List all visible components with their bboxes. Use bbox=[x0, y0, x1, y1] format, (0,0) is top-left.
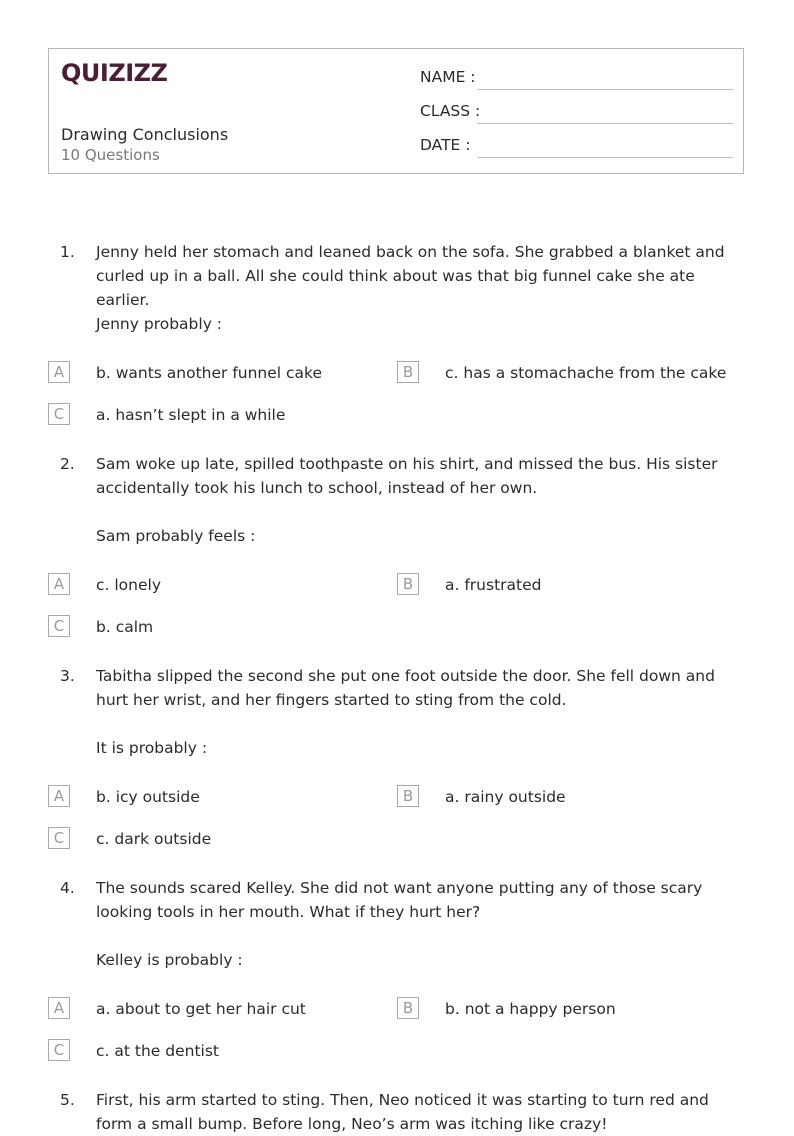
question-prompt: Kelley is probably : bbox=[96, 951, 243, 969]
date-label: DATE : bbox=[420, 136, 471, 154]
option-text: a. about to get her hair cut bbox=[96, 1000, 306, 1018]
question-text: The sounds scared Kelley. She did not want anyone putting any of those scary looking tools in her mouth. What if they hurt her? bbox=[96, 879, 703, 921]
option-letter-box: C bbox=[48, 827, 70, 849]
option-text: a. frustrated bbox=[445, 576, 542, 594]
name-line[interactable] bbox=[477, 89, 733, 90]
question-prompt: Sam probably feels : bbox=[96, 527, 256, 545]
class-line[interactable] bbox=[477, 123, 733, 124]
question-text: Jenny held her stomach and leaned back on the sofa. She grabbed a blanket and curled up in a ball. All she could think about was that big funnel cake she ate earlier. bbox=[96, 243, 725, 309]
option-letter-box: B bbox=[397, 573, 419, 595]
option-text: c. at the dentist bbox=[96, 1042, 219, 1060]
option-text: c. dark outside bbox=[96, 830, 212, 848]
question-prompt: Jenny probably : bbox=[96, 315, 223, 333]
question-number: 5. bbox=[60, 1091, 75, 1109]
question-count: 10 Questions bbox=[61, 146, 160, 164]
option-text: a. hasn’t slept in a while bbox=[96, 406, 286, 424]
option-text: b. wants another funnel cake bbox=[96, 364, 322, 382]
question-text: First, his arm started to sting. Then, Neo noticed it was starting to turn red and form a small bump. Before long, Neo’s arm was itching like crazy! bbox=[96, 1091, 709, 1133]
question-prompt: It is probably : bbox=[96, 739, 208, 757]
worksheet-header bbox=[48, 48, 744, 174]
option-letter-box: A bbox=[48, 997, 70, 1019]
option-letter-box: B bbox=[397, 361, 419, 383]
date-line[interactable] bbox=[477, 157, 733, 158]
option-letter-box: A bbox=[48, 573, 70, 595]
class-label: CLASS : bbox=[420, 102, 481, 120]
question-number: 4. bbox=[60, 879, 75, 897]
name-label: NAME : bbox=[420, 68, 476, 86]
option-letter-box: B bbox=[397, 785, 419, 807]
option-text: a. rainy outside bbox=[445, 788, 566, 806]
option-text: c. lonely bbox=[96, 576, 162, 594]
name-field[interactable] bbox=[420, 68, 733, 90]
question-number: 3. bbox=[60, 667, 75, 685]
question-text: Sam woke up late, spilled toothpaste on his shirt, and missed the bus. His sister accidentally took his lunch to school, instead of her own. bbox=[96, 455, 718, 497]
option-text: b. icy outside bbox=[96, 788, 200, 806]
class-field[interactable] bbox=[420, 102, 733, 124]
option-letter-box: B bbox=[397, 997, 419, 1019]
option-letter-box: A bbox=[48, 785, 70, 807]
question-number: 2. bbox=[60, 455, 75, 473]
option-letter-box: C bbox=[48, 615, 70, 637]
quizizz-logo: QUIZIZZ bbox=[61, 59, 168, 87]
option-letter-box: C bbox=[48, 403, 70, 425]
option-letter-box: C bbox=[48, 1039, 70, 1061]
question-text: Tabitha slipped the second she put one foot outside the door. She fell down and hurt her wrist, and her fingers started to sting from the cold. bbox=[96, 667, 715, 709]
question-number: 1. bbox=[60, 243, 75, 261]
option-text: b. calm bbox=[96, 618, 154, 636]
option-text: b. not a happy person bbox=[445, 1000, 616, 1018]
option-text: c. has a stomachache from the cake bbox=[445, 364, 727, 382]
option-letter-box: A bbox=[48, 361, 70, 383]
worksheet-title: Drawing Conclusions bbox=[61, 125, 229, 144]
date-field[interactable] bbox=[420, 136, 733, 158]
